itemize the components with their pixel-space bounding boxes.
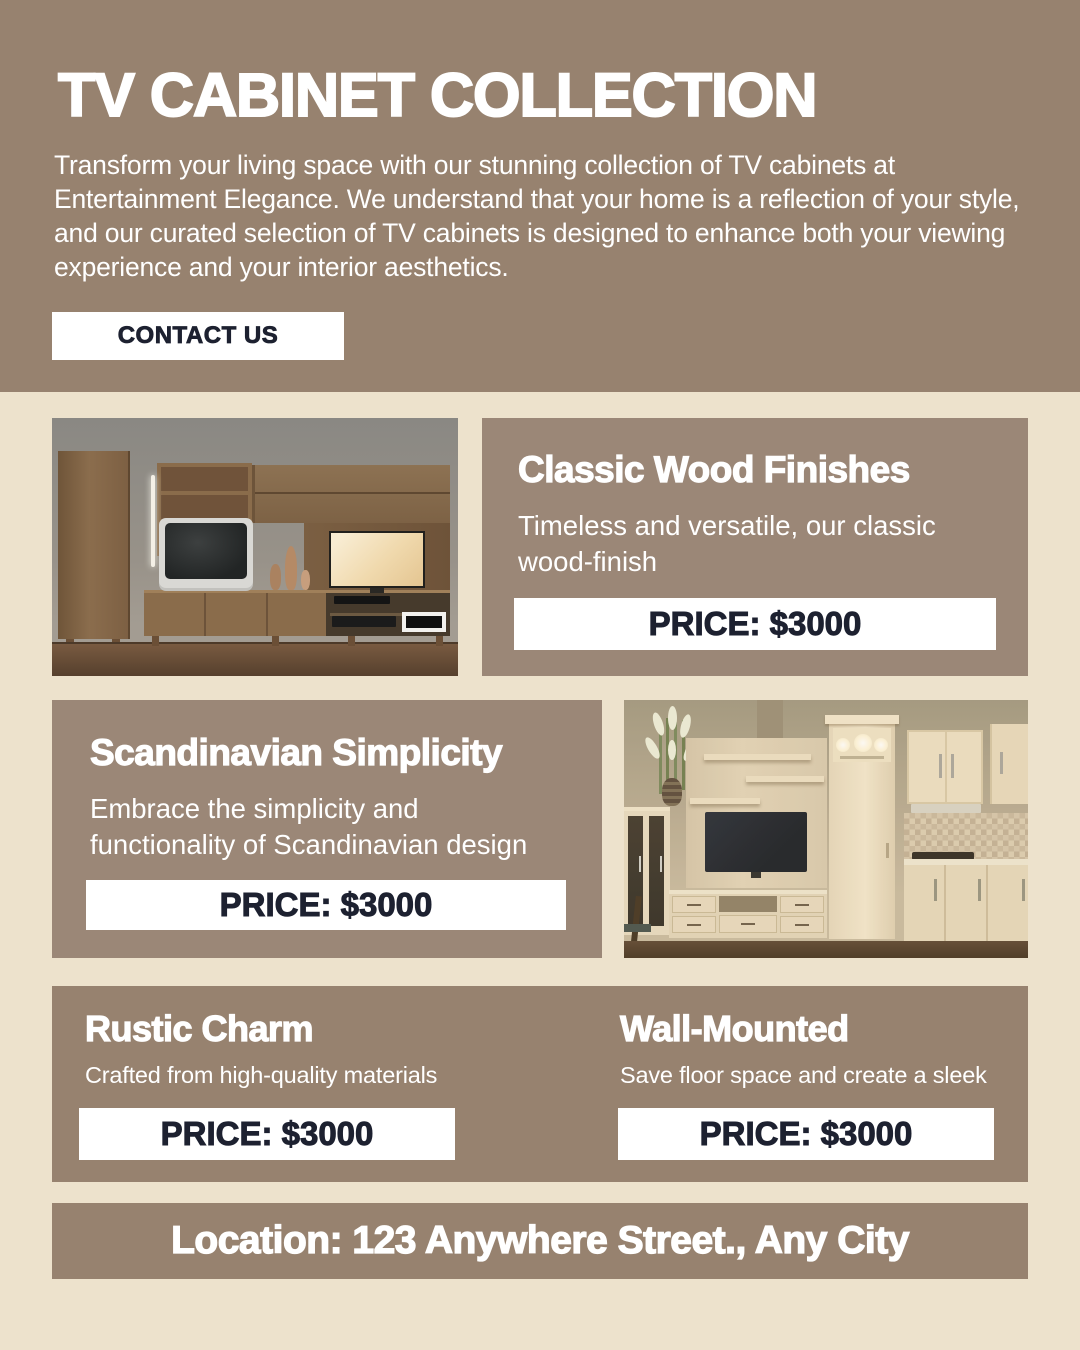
product-card-classic-wood (482, 418, 1028, 676)
cabinet-light (854, 734, 872, 752)
page-title: TV CABINET COLLECTION (58, 61, 817, 129)
header-section (0, 0, 1080, 392)
cabinet-light (836, 738, 850, 752)
wood-floor (624, 941, 1028, 958)
drawer (672, 916, 716, 933)
av-device (332, 616, 396, 627)
flat-tv (329, 531, 425, 588)
flower (643, 735, 663, 760)
product-description: Save floor space and create a sleek (620, 1062, 987, 1088)
drawer (672, 896, 716, 913)
flower (651, 711, 667, 737)
vase (285, 546, 297, 590)
product-photo-scandinavian (624, 700, 1028, 958)
price-text: PRICE: $3000 (219, 886, 433, 923)
wardrobe-cabinet (58, 451, 130, 639)
price-banner (79, 1108, 455, 1160)
tv-stand (370, 588, 384, 593)
contact-us-button[interactable]: CONTACT US (52, 312, 344, 360)
vase (301, 570, 310, 590)
upper-wall-cabinet (252, 465, 450, 523)
product-description: Embrace the simplicity and functionality of Scandinavian design (90, 793, 528, 860)
av-device (402, 612, 446, 632)
location-text: Location: 123 Anywhere Street., Any City (171, 1219, 909, 1262)
product-name: Scandinavian Simplicity (90, 732, 503, 773)
product-description: Timeless and versatile, our classic wood-finish (518, 510, 936, 577)
wall-shelf (690, 798, 760, 804)
price-banner (618, 1108, 994, 1160)
crt-screen (165, 523, 247, 579)
price-text: PRICE: $3000 (699, 1115, 913, 1152)
product-name: Wall-Mounted (620, 1008, 849, 1049)
drawer (719, 915, 777, 933)
flower (668, 740, 676, 760)
wall-shelf (704, 754, 811, 760)
wall-pillar (757, 700, 783, 742)
price-text: PRICE: $3000 (160, 1115, 374, 1152)
av-device (334, 596, 390, 604)
kitchen-upper-cabinet (907, 730, 983, 804)
product-card-wall-mounted (590, 986, 1028, 1182)
product-band (52, 986, 1028, 1182)
location-banner (52, 1203, 1028, 1279)
product-card-rustic-charm (52, 986, 540, 1182)
open-shelf (719, 896, 777, 912)
cabinet-light (874, 738, 888, 752)
price-text: PRICE: $3000 (648, 605, 862, 642)
price-banner (514, 598, 996, 650)
wall-mounted-tv (705, 812, 807, 872)
product-description: Crafted from high-quality materials (85, 1062, 438, 1088)
light-fixture (840, 756, 884, 759)
flower (668, 706, 677, 730)
cabinet-legs (144, 636, 450, 646)
flower (678, 713, 693, 739)
flower-vase (662, 778, 682, 806)
price-banner (86, 880, 566, 930)
wood-floor (52, 642, 458, 676)
vase (270, 564, 281, 590)
sideboard (144, 590, 326, 636)
range-hood (911, 804, 981, 813)
intro-paragraph: Transform your living space with our stunning collection of TV cabinets at Entertainment Elegance. We understand that your home is a reflection of your style, and our curated selection of TV cabinets is designed to enhance both your viewing experience and your interior aesthetics. (54, 150, 1020, 282)
product-photo-classic-wood (52, 418, 458, 676)
product-name: Rustic Charm (85, 1008, 314, 1049)
product-name: Classic Wood Finishes (518, 449, 910, 490)
light-strip (151, 475, 155, 567)
drawer (780, 896, 824, 913)
product-card-scandinavian (52, 700, 602, 958)
crt-tv (159, 518, 253, 588)
kitchen-corner-cabinet (990, 724, 1028, 804)
tv-screen (331, 533, 423, 586)
drawer (780, 916, 824, 933)
kitchen-lower-cabinet (904, 865, 1028, 942)
wall-shelf (746, 776, 824, 782)
